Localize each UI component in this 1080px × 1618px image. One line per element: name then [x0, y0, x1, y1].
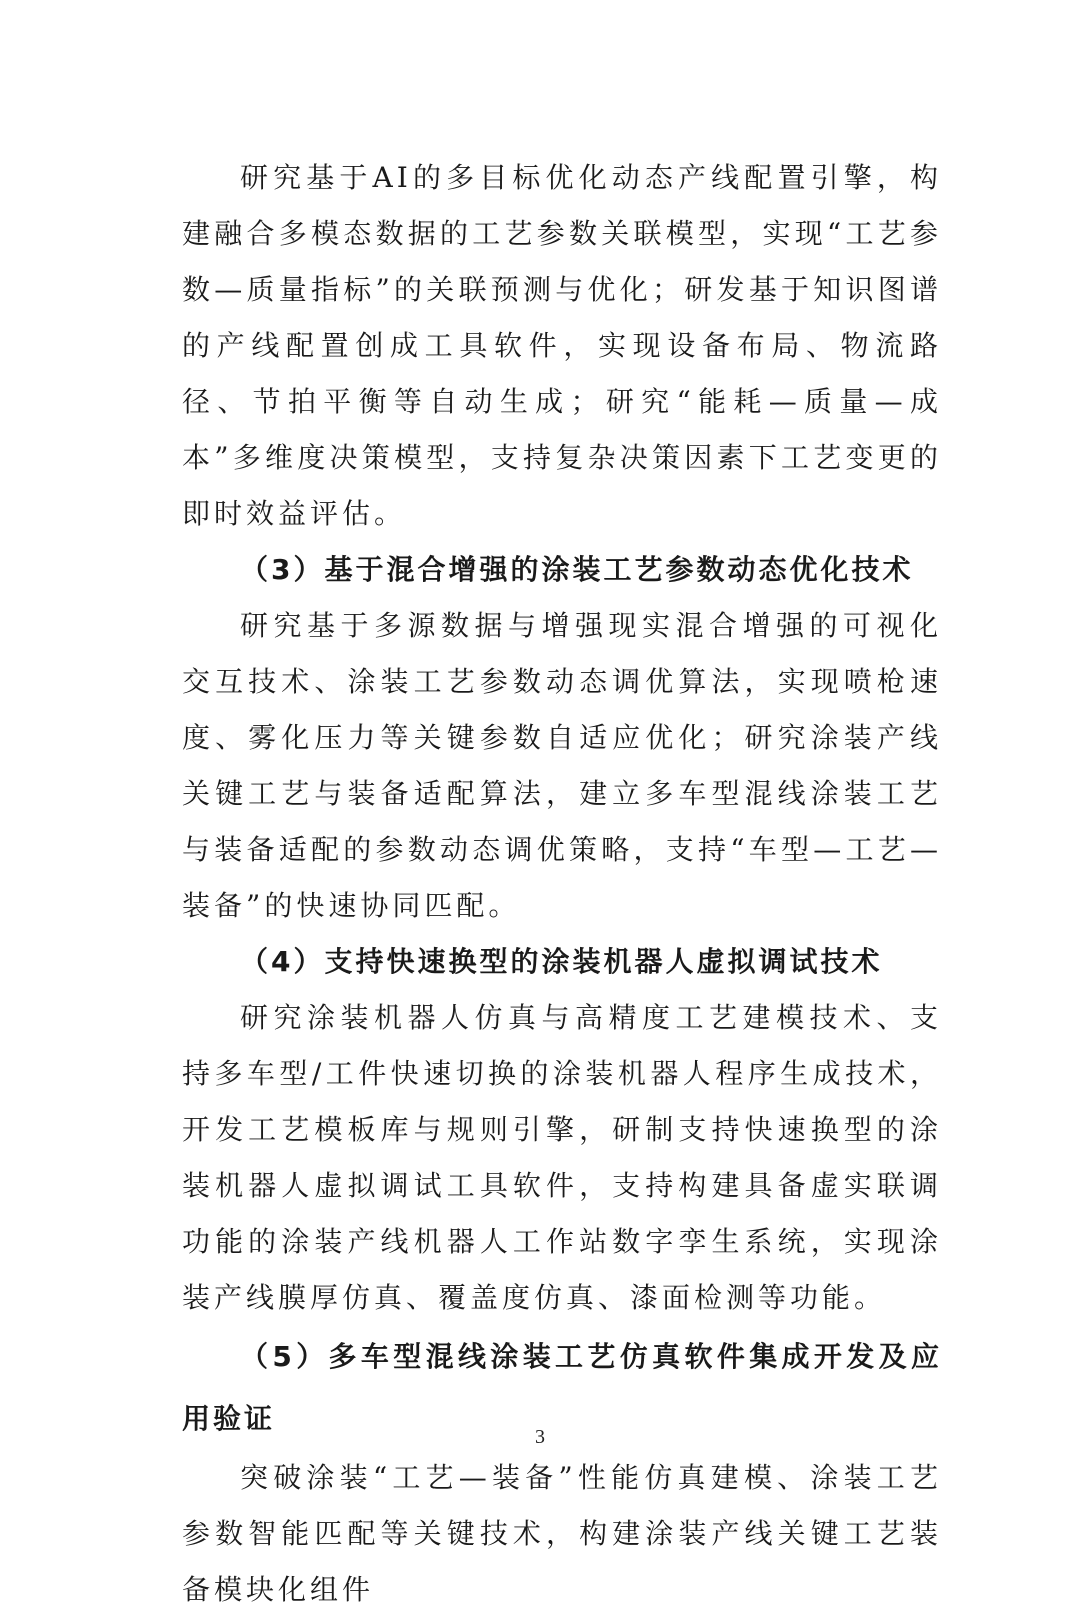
- paragraph-ai-config-engine: 研究基于AI的多目标优化动态产线配置引擎，构建融合多模态数据的工艺参数关联模型，实现“工艺参数—质量指标”的关联预测与优化；研发基于知识图谱的产线配置创成工具软件，实现设备布局、物流路径、节拍平衡等自动生成；研究“能耗—质量—成本”多维度决策模型，支持复杂决策因素下工艺变更的即时效益评估。: [182, 161, 942, 530]
- paragraph-coating-param-optimization: 研究基于多源数据与增强现实混合增强的可视化交互技术、涂装工艺参数动态调优算法，实现喷枪速度、雾化压力等关键参数自适应优化；研究涂装产线关键工艺与装备适配算法，建立多车型混线涂装工艺与装备适配的参数动态调优策略，支持“车型—工艺—装备”的快速协同匹配。: [182, 609, 942, 922]
- paragraph-robot-virtual-commissioning: 研究涂装机器人仿真与高精度工艺建模技术、支持多车型/工件快速切换的涂装机器人程序生成技术，开发工艺模板库与规则引擎，研制支持快速换型的涂装机器人虚拟调试工具软件，支持构建具备虚实联调功能的涂装产线机器人工作站数字孪生系统，实现涂装产线膜厚仿真、覆盖度仿真、漆面检测等功能。: [182, 1001, 942, 1314]
- section-heading-5: （5）多车型混线涂装工艺仿真软件集成开发及应用验证: [182, 1340, 942, 1435]
- page-number: 3: [535, 1426, 545, 1448]
- paragraph-simulation-software: 突破涂装“工艺—装备”性能仿真建模、涂装工艺参数智能匹配等关键技术，构建涂装产线关键工艺装备模块化组件: [182, 1461, 942, 1606]
- document-body: [182, 150, 942, 1618]
- section-heading-4: （4）支持快速换型的涂装机器人虚拟调试技术: [240, 945, 883, 978]
- section-heading-3: （3）基于混合增强的涂装工艺参数动态优化技术: [240, 553, 914, 586]
